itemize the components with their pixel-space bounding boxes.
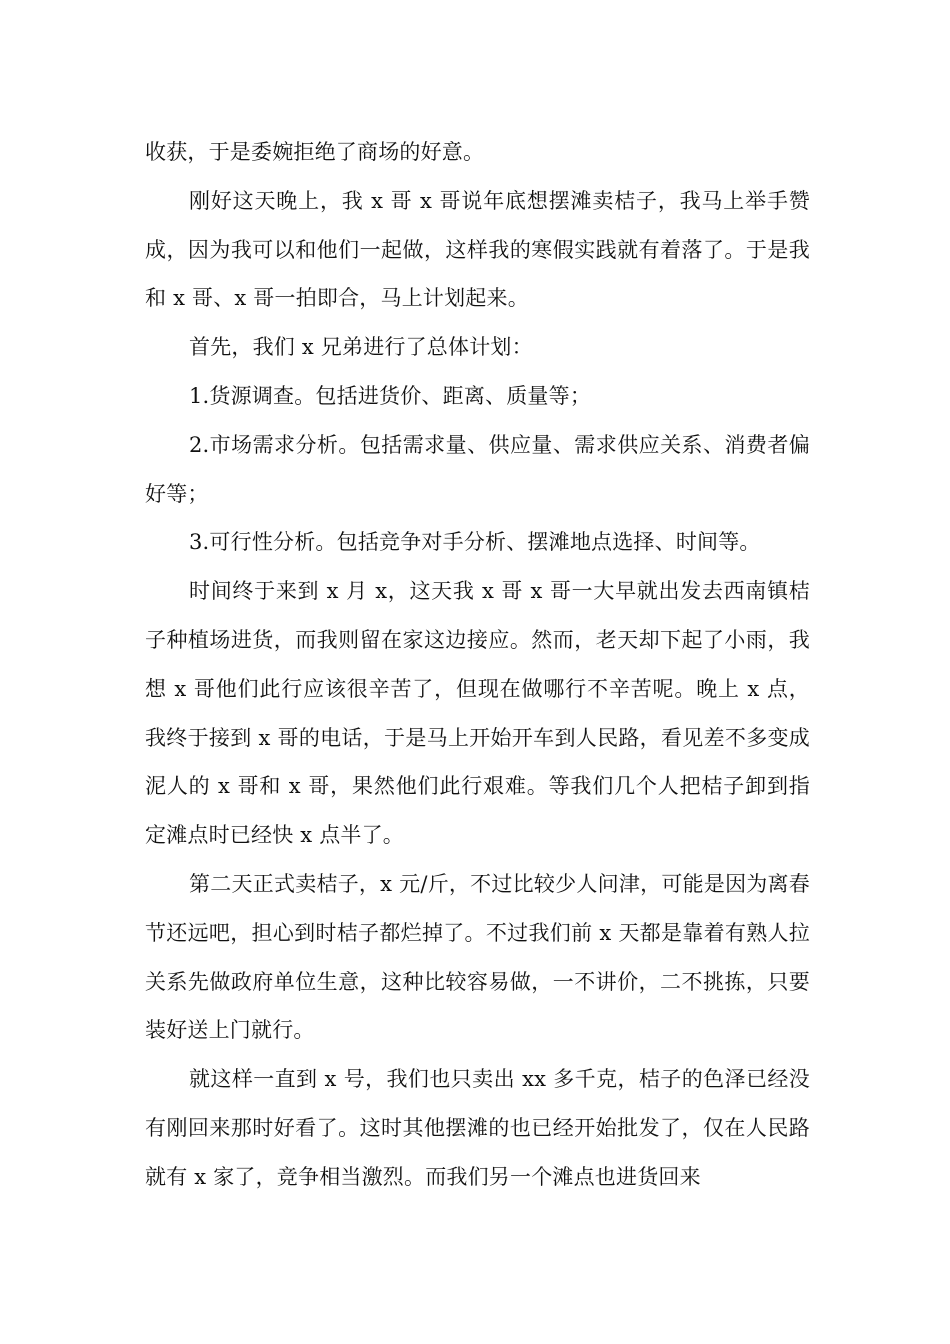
paragraph-5: 第二天正式卖桔子，x 元/斤，不过比较少人问津，可能是因为离春节还远吧，担心到时桔子都烂掉了。不过我们前 x 天都是靠着有熟人拉关系先做政府单位生意，这种比较容易做，一不讲价，二不挑拣，只要装好送上门就行。	[145, 871, 810, 1043]
document-body	[145, 128, 810, 1202]
list-item-3: 3.可行性分析。包括竞争对手分析、摆滩地点选择、时间等。	[189, 530, 761, 555]
list-item-2: 2.市场需求分析。包括需求量、供应量、需求供应关系、消费者偏好等；	[145, 432, 810, 506]
paragraph-4: 时间终于来到 x 月 x，这天我 x 哥 x 哥一大早就出发去西南镇桔子种植场进货，而我则留在家这边接应。然而，老天却下起了小雨，我想 x 哥他们此行应该很辛苦了，但现在做哪行不辛苦呢。晚上 x 点，我终于接到 x 哥的电话，于是马上开始开车到人民路，看见差不多变成泥人的 x 哥和 x 哥，果然他们此行艰难。等我们几个人把桔子卸到指定滩点时已经快 x 点半了。	[145, 579, 810, 848]
paragraph-1: 收获，于是委婉拒绝了商场的好意。	[145, 140, 485, 164]
list-item-1: 1.货源调查。包括进货价、距离、质量等；	[189, 383, 592, 408]
paragraph-2: 刚好这天晚上，我 x 哥 x 哥说年底想摆滩卖桔子，我马上举手赞成，因为我可以和他们一起做，这样我的寒假实践就有着落了。于是我和 x 哥、x 哥一拍即合，马上计划起来。	[145, 188, 810, 311]
paragraph-6: 就这样一直到 x 号，我们也只卖出 xx 多千克，桔子的色泽已经没有刚回来那时好看了。这时其他摆滩的也已经开始批发了，仅在人民路就有 x 家了，竞争相当激烈。而我们另一个滩点也进货回来	[145, 1067, 810, 1189]
paragraph-3: 首先，我们 x 兄弟进行了总体计划：	[189, 335, 533, 360]
